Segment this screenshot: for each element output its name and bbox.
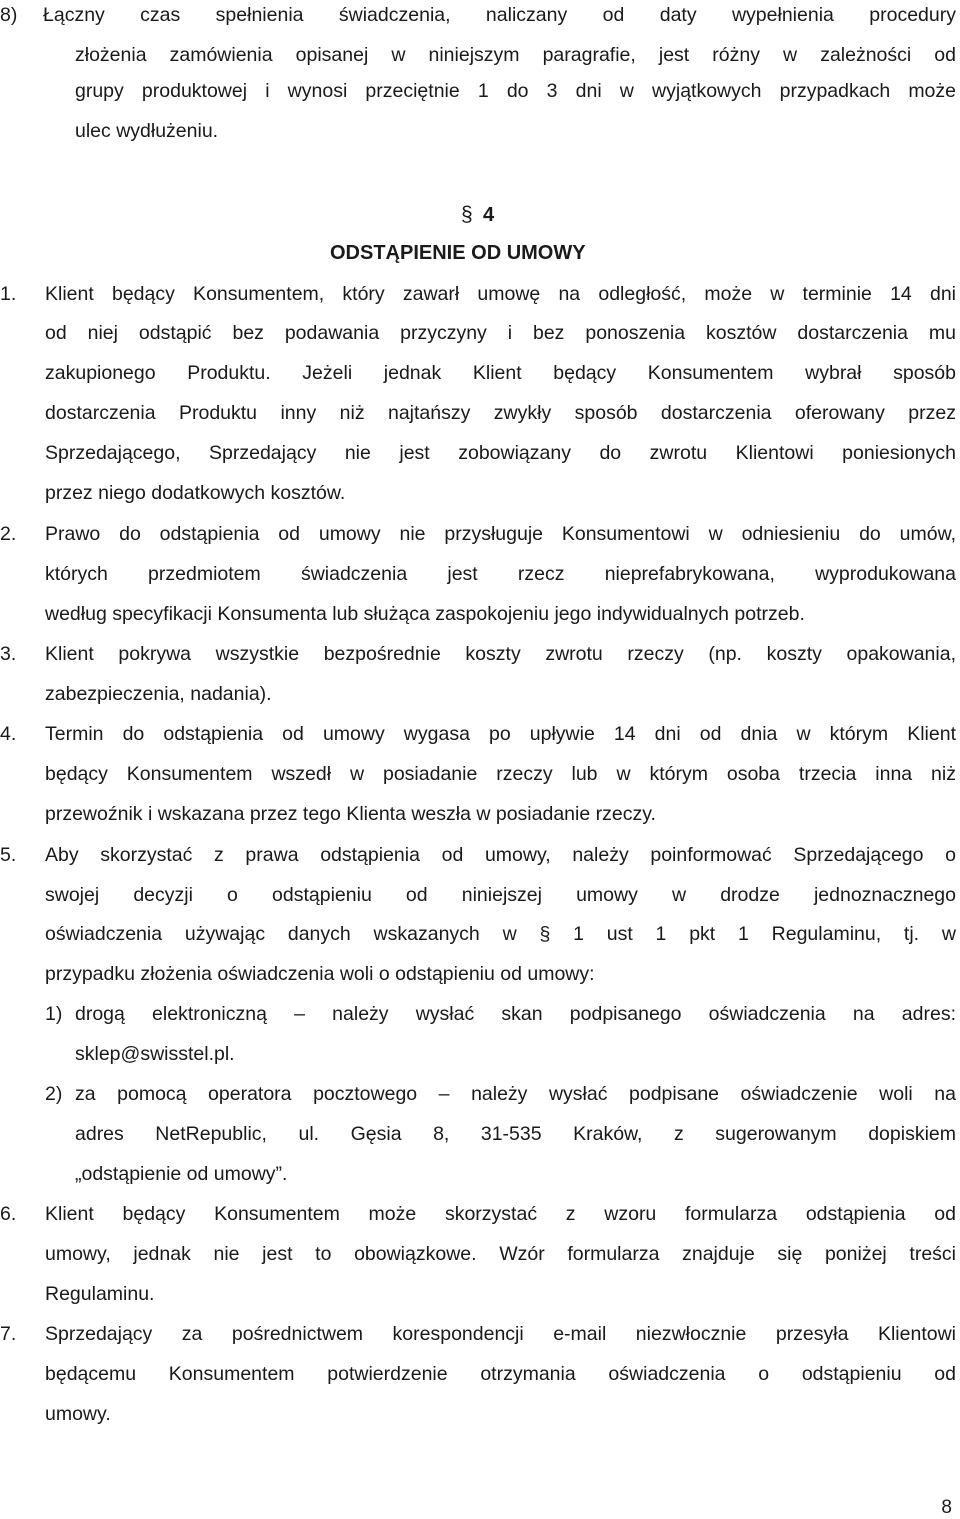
paragraph-line: będący Konsumentem wszedł w posiadanie rzeczy lub w którym osoba trzecia inna niż [45,763,956,785]
paragraph-line: swojej decyzji o odstąpieniu od niniejszej umowy w drodze jednoznacznego [45,884,956,906]
section-sign-icon: § [461,203,473,226]
section-title: ODSTĄPIENIE OD UMOWY [330,242,586,264]
paragraph-line: od niej odstąpić bez podawania przyczyny i bez ponoszenia kosztów dostarczenia mu [45,322,956,344]
paragraph-line: według specyfikacji Konsumenta lub służąca zaspokojeniu jego indywidualnych potrzeb. [45,603,805,625]
paragraph-line: ulec wydłużeniu. [75,120,219,142]
paragraph-line: Klient będący Konsumentem, który zawarł umowę na odległość, może w terminie 14 dni [45,283,956,305]
paragraph-line: „odstąpienie od umowy”. [75,1163,288,1185]
page-number: 8 [941,1497,952,1518]
list-number: 4. [0,723,17,745]
paragraph-line: grupy produktowej i wynosi przeciętnie 1 do 3 dni w wyjątkowych przypadkach może [75,80,956,102]
sublist-number: 2) [45,1083,63,1105]
paragraph-line: zabezpieczenia, nadania). [45,683,272,705]
list-number: 2. [0,523,17,545]
paragraph-line: zakupionego Produktu. Jeżeli jednak Klient będący Konsumentem wybrał sposób [45,362,956,384]
list-number: 8) [0,4,18,26]
paragraph-line: Regulaminu. [45,1283,155,1305]
paragraph-line: adres NetRepublic, ul. Gęsia 8, 31-535 Kraków, z sugerowanym dopiskiem [75,1123,956,1145]
paragraph-line: przez niego dodatkowych kosztów. [45,482,346,504]
paragraph-line: umowy, jednak nie jest to obowiązkowe. Wzór formularza znajduje się poniżej treści [45,1243,956,1265]
paragraph-line: Termin do odstąpienia od umowy wygasa po upływie 14 dni od dnia w którym Klient [45,723,956,745]
paragraph-line: Sprzedającego, Sprzedający nie jest zobowiązany do zwrotu Klientowi poniesionych [45,442,956,464]
paragraph-line: drogą elektroniczną – należy wysłać skan podpisanego oświadczenia na adres: [75,1003,956,1025]
paragraph-line: przypadku złożenia oświadczenia woli o odstąpieniu od umowy: [45,963,595,985]
paragraph-line: Klient pokrywa wszystkie bezpośrednie koszty zwrotu rzeczy (np. koszty opakowania, [45,643,956,665]
paragraph-line: Łączny czas spełnienia świadczenia, naliczany od daty wypełnienia procedury [43,4,956,26]
list-number: 7. [0,1323,17,1345]
paragraph-line: których przedmiotem świadczenia jest rzecz nieprefabrykowana, wyprodukowana [45,563,956,585]
paragraph-line: złożenia zamówienia opisanej w niniejszym paragrafie, jest różny w zależności od [75,44,956,66]
paragraph-line: Klient będący Konsumentem może skorzystać z wzoru formularza odstąpienia od [45,1203,956,1225]
email-address: sklep@swisstel.pl. [75,1043,235,1065]
paragraph-line: dostarczenia Produktu inny niż najtańszy zwykły sposób dostarczenia oferowany przez [45,402,956,424]
paragraph-line: oświadczenia używając danych wskazanych w § 1 ust 1 pkt 1 Regulaminu, tj. w [45,923,956,945]
paragraph-line: Prawo do odstąpienia od umowy nie przysługuje Konsumentowi w odniesieniu do umów, [45,523,956,545]
paragraph-line: Aby skorzystać z prawa odstąpienia od umowy, należy poinformować Sprzedającego o [45,844,956,866]
list-number: 5. [0,844,17,866]
paragraph-line: za pomocą operatora pocztowego – należy wysłać podpisane oświadczenie woli na [75,1083,956,1105]
list-number: 1. [0,283,17,305]
section-number: 4 [483,204,495,226]
paragraph-line: Sprzedający za pośrednictwem korespondencji e-mail niezwłocznie przesyła Klientowi [45,1323,956,1345]
paragraph-line: będącemu Konsumentem potwierdzenie otrzymania oświadczenia o odstąpieniu od [45,1363,956,1385]
paragraph-line: przewoźnik i wskazana przez tego Klienta weszła w posiadanie rzeczy. [45,803,656,825]
sublist-number: 1) [45,1003,63,1025]
list-number: 6. [0,1203,17,1225]
paragraph-line: umowy. [45,1403,111,1425]
list-number: 3. [0,643,17,665]
